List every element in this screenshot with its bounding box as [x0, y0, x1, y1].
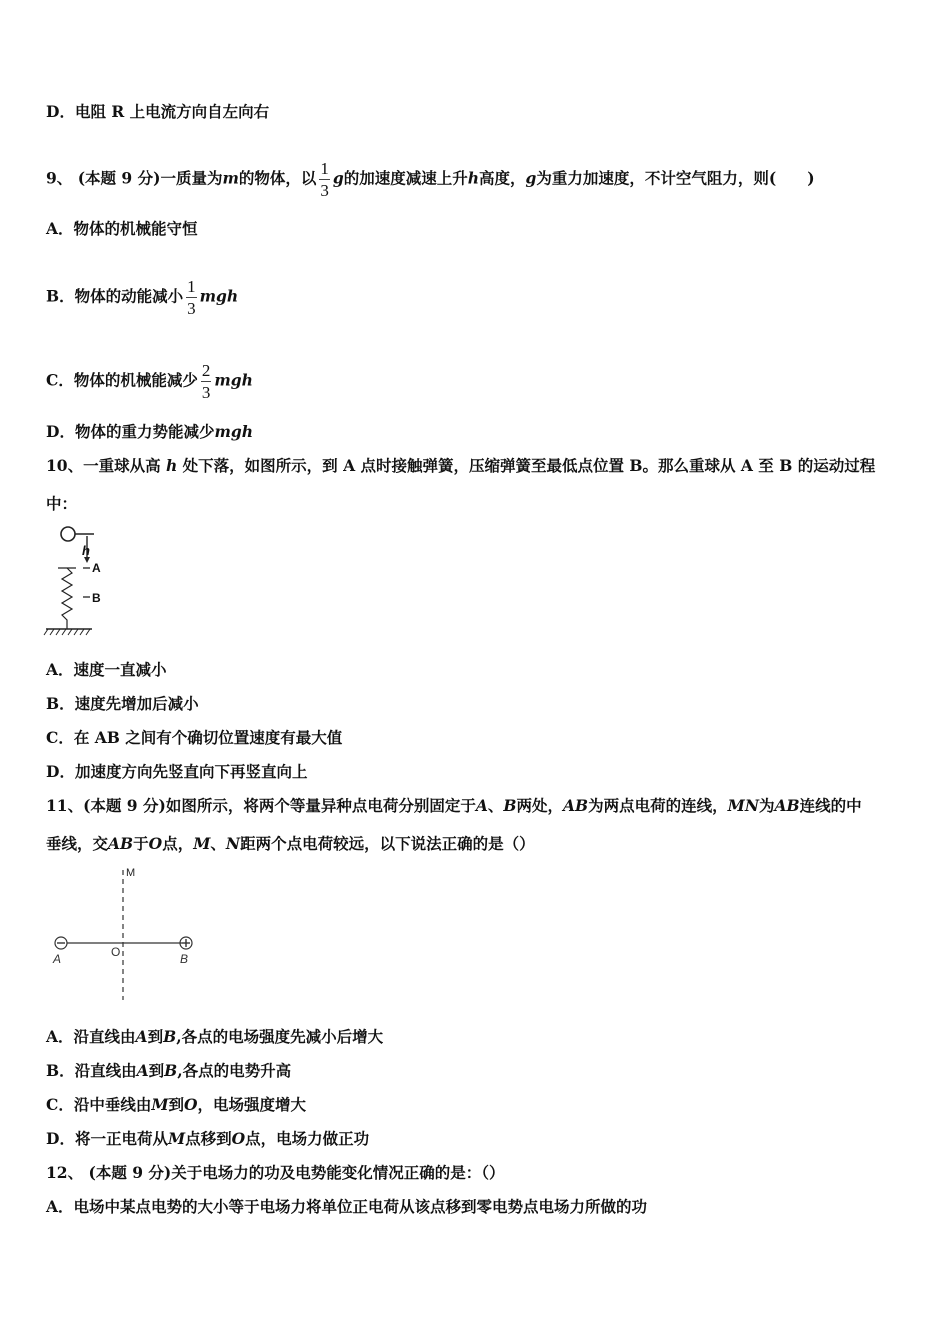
q12-option-a-text: A．电场中某点电势的大小等于电场力将单位正电荷从该点移到零电势点电场力所做的功 [46, 1197, 648, 1216]
q10-option-c-text: C．在 AB 之间有个确切位置速度有最大值 [46, 728, 343, 747]
q10-stem-text-c: 中： [46, 494, 78, 513]
q9-fraction-den: 3 [320, 181, 329, 200]
q9-stem-text-c: 的加速度减速上升 [343, 168, 468, 188]
q11-option-d-var-o: O [231, 1129, 246, 1148]
q10-ball [61, 527, 75, 541]
q11-stem-line2 [46, 834, 535, 854]
q11-option-d-text-a: D．将一正电荷从 [46, 1129, 168, 1148]
q11-option-c-var-m: M [151, 1095, 169, 1114]
q11-option-d-text-c: 点，电场力做正功 [245, 1129, 370, 1148]
q11-option-c [46, 1095, 306, 1115]
q9-option-b-text: B．物体的动能减小 [46, 286, 184, 306]
q12-score: (本题 9 分) [88, 1163, 172, 1182]
q11-text-a: 如图所示，将两个等量异种点电荷分别固定于 [165, 796, 476, 815]
q11-option-c-var-o: O [184, 1095, 198, 1114]
q8-option-d [46, 102, 269, 122]
q12-stem-text: 关于电场力的功及电势能变化情况正确的是：（） [171, 1163, 505, 1182]
q11-var-a: A [475, 796, 488, 815]
q10-option-d-text: D．加速度方向先竖直向下再竖直向上 [46, 762, 308, 781]
q10-label-a: A [92, 561, 101, 575]
q9-stem-text-e: 为重力加速度，不计空气阻力，则( ) [536, 168, 815, 188]
q10-spring-figure [40, 520, 110, 640]
q9-option-d [46, 422, 253, 442]
q9-var-g: g [332, 168, 344, 188]
q11-number: 11、 [46, 796, 84, 815]
q9-stem-text-a: 一质量为 [160, 168, 223, 188]
q9-option-c-var: mgh [214, 370, 253, 390]
q11-option-a-text-b: 到 [147, 1027, 164, 1046]
q11-stem-line1 [46, 796, 862, 816]
q9-option-a-text: A．物体的机械能守恒 [46, 219, 198, 238]
q11-option-b-text-c: ,各点的电势升高 [177, 1061, 292, 1080]
q9-option-c-den: 3 [201, 383, 211, 402]
q11-option-a-var-b: B [163, 1027, 177, 1046]
q11-option-b-text-a: B．沿直线由 [46, 1061, 137, 1080]
q9-option-c-text: C．物体的机械能减少 [46, 370, 198, 390]
q9-option-b-var: mgh [199, 286, 239, 306]
q11-option-b-var-a: A [136, 1061, 149, 1080]
q12-stem [46, 1163, 505, 1183]
q11-text-b: 两处， [516, 796, 564, 815]
q11-option-a-var-a: A [135, 1027, 148, 1046]
q11-charges-figure [45, 862, 205, 1004]
q10-option-b-text: B．速度先增加后减小 [46, 694, 199, 713]
q8-option-d-text: D．电阻 R 上电流方向自左向右 [46, 102, 270, 121]
q11-var-m: M [193, 834, 211, 853]
q10-option-a-text: A．速度一直减小 [46, 660, 167, 679]
q11-var-ab2: AB [774, 796, 800, 815]
q11-option-a-text-c: ,各点的电场强度先减小后增大 [176, 1027, 384, 1046]
q11-option-c-text-b: 到 [168, 1095, 185, 1114]
q11-text-i: 距两个点电荷较远，以下说法正确的是（） [240, 834, 535, 853]
q11-label-b: B [180, 952, 189, 966]
q9-option-b-den: 3 [187, 299, 196, 318]
q11-score: (本题 9 分) [83, 796, 166, 815]
q9-option-c [46, 362, 253, 401]
q9-stem [46, 160, 815, 199]
q9-var-m: m [222, 168, 239, 188]
q11-var-b: B [503, 796, 517, 815]
q9-score: (本题 9 分) [77, 168, 161, 188]
q11-text-g: 于 [133, 834, 149, 853]
q9-option-b [46, 278, 238, 317]
q10-stem-line2 [46, 494, 77, 514]
q11-option-d-var-m: M [167, 1129, 186, 1148]
q10-label-b: B [92, 591, 101, 605]
q11-var-n: N [225, 834, 241, 853]
q11-label-o: O [111, 945, 121, 959]
q9-var-h: h [467, 168, 480, 188]
q10-spring [62, 568, 72, 629]
q10-option-c [46, 728, 342, 748]
q9-option-d-text: D．物体的重力势能减少 [46, 422, 215, 441]
q9-option-c-num: 2 [201, 361, 211, 380]
q10-option-b [46, 694, 199, 714]
q10-stem-line1 [46, 456, 875, 476]
q11-text-c: 为两点电荷的连线， [588, 796, 728, 815]
q10-ground-hatch [44, 629, 90, 635]
q12-number: 12、 [46, 1163, 84, 1182]
q11-var-o: O [148, 834, 163, 853]
q11-var-mn: MN [727, 796, 759, 815]
q9-option-c-fraction [201, 362, 212, 401]
q9-number: 9、 [46, 168, 73, 188]
q11-label-m: M [126, 867, 136, 879]
q11-var-ab3: AB [108, 834, 134, 853]
q11-option-a-text-a: A．沿直线由 [46, 1027, 136, 1046]
q9-var-g2: g [525, 168, 537, 188]
q9-stem-text-b: 的物体，以 [238, 168, 317, 188]
q11-option-b-var-b: B [164, 1061, 178, 1080]
q10-option-a [46, 660, 167, 680]
q9-stem-text-d: 高度， [479, 168, 526, 188]
q12-option-a [46, 1197, 647, 1217]
q9-option-d-var: mgh [214, 422, 253, 441]
q11-option-b-text-b: 到 [148, 1061, 165, 1080]
q9-option-b-num: 1 [187, 277, 196, 296]
q11-text-f: 垂线，交 [46, 834, 109, 853]
q10-stem-text-b: 处下落，如图所示，到 A 点时接触弹簧，压缩弹簧至最低点位置 B。那么重球从 A 至 B 的运动过程 [182, 456, 876, 475]
q9-option-b-fraction [186, 278, 197, 317]
q11-sep: 、 [487, 796, 504, 815]
q9-option-a [46, 219, 198, 239]
q10-label-h: h [82, 543, 90, 558]
q9-fraction [319, 160, 330, 199]
q11-option-c-text-a: C．沿中垂线由 [46, 1095, 152, 1114]
q11-option-c-text-c: ，电场强度增大 [197, 1095, 307, 1114]
q11-sep2: 、 [210, 834, 226, 853]
q11-label-a: A [53, 952, 62, 966]
q11-option-a [46, 1027, 383, 1047]
q10-stem-text-a: 10、一重球从高 [46, 456, 161, 475]
q11-text-h: 点， [162, 834, 194, 853]
q11-option-d [46, 1129, 369, 1149]
q11-option-b [46, 1061, 291, 1081]
q11-var-ab: AB [563, 796, 589, 815]
q11-text-e: 连线的中 [799, 796, 862, 815]
q10-var-h: h [165, 456, 178, 475]
q11-text-d: 为 [759, 796, 775, 815]
q9-fraction-num: 1 [320, 159, 329, 178]
q11-option-d-text-b: 点移到 [185, 1129, 232, 1148]
q10-option-d [46, 762, 307, 782]
